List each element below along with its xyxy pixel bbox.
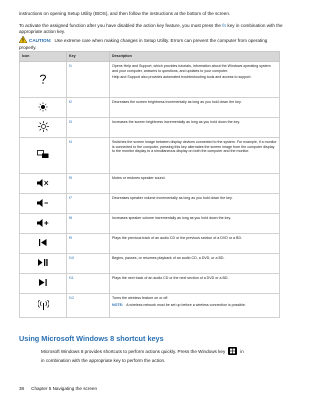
wireless-icon: [20, 294, 67, 318]
brightness-down-icon: [20, 98, 67, 118]
section-paragraph: Microsoft Windows 8 provides shortcuts to perform actions quickly. Press the Windows key in in combination with the appropriate key to perform the action.: [41, 349, 244, 363]
help-icon: [20, 62, 67, 98]
table-row: [20, 62, 280, 98]
description-cell: Increases speaker volume incrementally as long as you hold down the key.: [110, 214, 280, 234]
page-number: 38: [19, 386, 25, 391]
table-row: [20, 234, 280, 254]
intro-paragraph: instructions on opening Setup Utility (BIOS), and then follow the instructions at the bottom of the screen.: [19, 11, 231, 16]
description-cell: [110, 294, 280, 318]
key-label: f7: [67, 194, 110, 214]
previous-track-icon: [20, 234, 67, 254]
note-label: NOTE:: [112, 302, 124, 307]
description-cell: Plays the next track of an audio CD or the next section of a DVD or a BD.: [110, 274, 280, 294]
table-row: [20, 174, 280, 194]
page-footer: [19, 386, 104, 391]
header-description: Description: [110, 52, 280, 62]
description-text: Turns the wireless feature on or off.: [112, 296, 169, 300]
table-row: [20, 294, 280, 318]
table-row: [20, 254, 280, 274]
fn-text-a: To activate the assigned function after you have disabled the action key feature, you must press the: [19, 23, 223, 28]
note-text: A wireless network must be set up before a wireless connection is possible.: [126, 302, 246, 307]
mute-icon: [20, 174, 67, 194]
action-keys-table: [19, 51, 280, 318]
key-label: f10: [67, 254, 110, 274]
next-track-icon: [20, 274, 67, 294]
warning-icon: [19, 36, 27, 45]
switch-display-icon: [20, 138, 67, 174]
section-text-b: in combination with the appropriate key to perform the action.: [41, 358, 166, 363]
fn-text-b: key in combination with the appropriate action key.: [19, 23, 283, 35]
key-label: f9: [67, 234, 110, 254]
note: [112, 303, 277, 308]
caution-label: CAUTION:: [29, 38, 52, 43]
table-row: [20, 118, 280, 138]
header-icon: Icon: [20, 52, 67, 62]
caution-text: Use extreme care when making changes in Setup Utility. Errors can prevent the computer from operating properly.: [19, 38, 268, 51]
description-cell: [110, 62, 280, 98]
key-label: f8: [67, 214, 110, 234]
section-text-a: Microsoft Windows 8 provides shortcuts to perform actions quickly. Press the Windows key: [41, 349, 226, 354]
key-label: f1: [67, 62, 110, 98]
fn-key-paragraph: [19, 23, 283, 35]
table-row: [20, 214, 280, 234]
description-cell: Decreases speaker volume incrementally as long as you hold down the key.: [110, 194, 280, 214]
volume-down-icon: [20, 194, 67, 214]
key-label: f2: [67, 98, 110, 118]
description-cell: Mutes or restores speaker sound.: [110, 174, 280, 194]
volume-up-icon: [20, 214, 67, 234]
table-row: [20, 138, 280, 174]
table-row: [20, 194, 280, 214]
key-label: f12: [67, 294, 110, 318]
description-cell: Begins, pauses, or resumes playback of an audio CD, a DVD, or a BD.: [110, 254, 280, 274]
key-label: f5: [67, 174, 110, 194]
fn-key-ref: fn: [222, 23, 227, 28]
chapter-title: Chapter 5 Navigating the screen: [31, 386, 98, 391]
description-text: Opens Help and Support, which provides tutorials, information about the Windows operating system and your computer, answers to questions, and updates to your computer.: [112, 64, 271, 73]
description-cell: Increases the screen brightness incrementally as long as you hold down the key.: [110, 118, 280, 138]
description-cell: Decreases the screen brightness incrementally as long as you hold down the key.: [110, 98, 280, 118]
brightness-up-icon: [20, 118, 67, 138]
play-pause-icon: [20, 254, 67, 274]
table-row: [20, 274, 280, 294]
table-header-row: [20, 52, 280, 62]
key-label: f11: [67, 274, 110, 294]
description-text: Help and Support also provides automated troubleshooting tools and access to support.: [112, 75, 252, 80]
key-label: f3: [67, 118, 110, 138]
caution-notice: [19, 36, 283, 51]
table-row: [20, 98, 280, 118]
section-heading: Using Microsoft Windows 8 shortcut keys: [19, 334, 164, 343]
header-key: Key: [67, 52, 110, 62]
windows-key-icon: [228, 347, 237, 355]
key-label: f4: [67, 138, 110, 174]
description-cell: Plays the previous track of an audio CD or the previous section of a DVD or a BD.: [110, 234, 280, 254]
description-cell: Switches the screen image between display devices connected to the system. For example, if a monitor is connected to the computer, pressing this key alternates the screen image from the computer display to the monitor display to a simultaneous display on both the computer and the monitor.: [110, 138, 280, 174]
